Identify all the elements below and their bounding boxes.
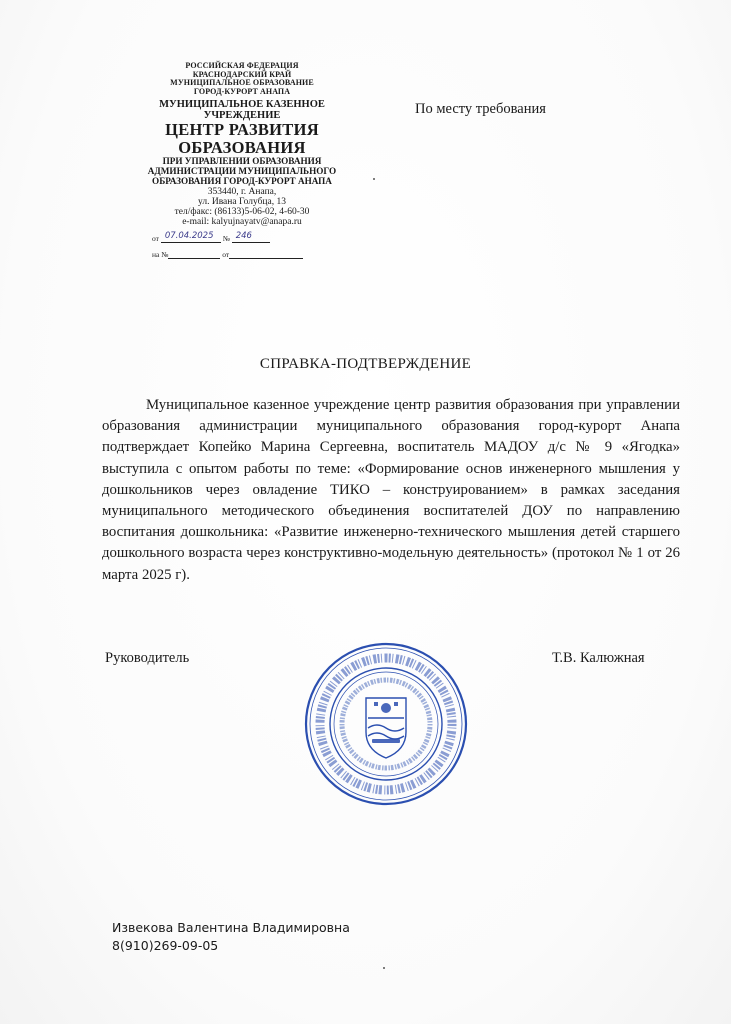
reply-from-label: от [222, 249, 230, 259]
signer-name: Т.В. Калюжная [552, 650, 645, 666]
letterhead-address-1: 353440, г. Анапа, [207, 186, 277, 197]
reg-from-label: от [152, 233, 159, 243]
addressee: По месту требования [415, 101, 546, 117]
letterhead-phone: тел/факс: (86133)5-06-02, 4-60-30 [174, 207, 310, 218]
letterhead-country: РОССИЙСКАЯ ФЕДЕРАЦИЯ [185, 61, 299, 70]
document-body: Муниципальное казенное учреждение центр развития образования при управлении образования администрации муниципального образования город-курорт Анапа подтверждает Копейко Марина Сергеевна, воспитатель МАДОУ д/с № 9 «Ягодка» выступила с опытом работы по теме: «Формирование основ инженерного мышления у дошкольников через овладение ТИКО – конструированием» в рамках заседания муниципального методического объединения воспитателей ДОУ по направлению воспитания дошкольника: «Развитие инженерно-технического мышления детей старшего дошкольного возраста через конструктивно-модельную деятельность» (протокол № 1 от 26 марта 2025 г). [102, 397, 680, 583]
letterhead [112, 62, 372, 259]
document-title: СПРАВКА-ПОДТВЕРЖДЕНИЕ [259, 356, 472, 372]
letterhead-org-type-1: МУНИЦИПАЛЬНОЕ КАЗЕННОЕ [159, 98, 325, 110]
contact-name: Извекова Валентина Владимировна [112, 920, 350, 935]
letterhead-sub-2: АДМИНИСТРАЦИИ МУНИЦИПАЛЬНОГО [147, 165, 337, 176]
letterhead-address-2: ул. Ивана Голубца, 13 [198, 196, 286, 207]
reply-line [112, 249, 372, 259]
letterhead-org-name-2: ОБРАЗОВАНИЯ [178, 137, 306, 157]
scan-speck [383, 967, 385, 969]
reg-no-handwritten: 246 [235, 231, 252, 242]
letterhead-org-type-2: УЧРЕЖДЕНИЕ [203, 109, 281, 121]
letterhead-city: ГОРОД-КУРОРТ АНАПА [193, 86, 291, 96]
contact-phone: 8(910)269-09-05 [112, 938, 219, 953]
letterhead-sub-3: ОБРАЗОВАНИЯ ГОРОД-КУРОРТ АНАПА [152, 175, 332, 186]
reply-no-field [168, 249, 220, 259]
scan-speck [373, 178, 375, 180]
letterhead-municipality: МУНИЦИПАЛЬНОЕ ОБРАЗОВАНИЕ [170, 78, 314, 88]
letterhead-region: КРАСНОДАРСКИЙ КРАЙ [192, 69, 292, 79]
letterhead-sub-1: ПРИ УПРАВЛЕНИИ ОБРАЗОВАНИЯ [162, 155, 322, 166]
reg-date-handwritten: 07.04.2025 [164, 231, 214, 242]
letterhead-email: e-mail: kalyujnayatv@anapa.ru [182, 217, 302, 228]
signer-role: Руководитель [105, 650, 190, 666]
contact-block [112, 919, 350, 955]
reg-date-field [161, 232, 221, 243]
reply-from-field [229, 249, 303, 259]
official-seal-icon [302, 640, 470, 808]
letterhead-org-name-1: ЦЕНТР РАЗВИТИЯ [165, 120, 319, 140]
reg-no-field [232, 232, 270, 243]
reply-no-label: на № [152, 249, 169, 259]
reg-no-label: № [222, 233, 230, 243]
registration-line [112, 232, 372, 243]
